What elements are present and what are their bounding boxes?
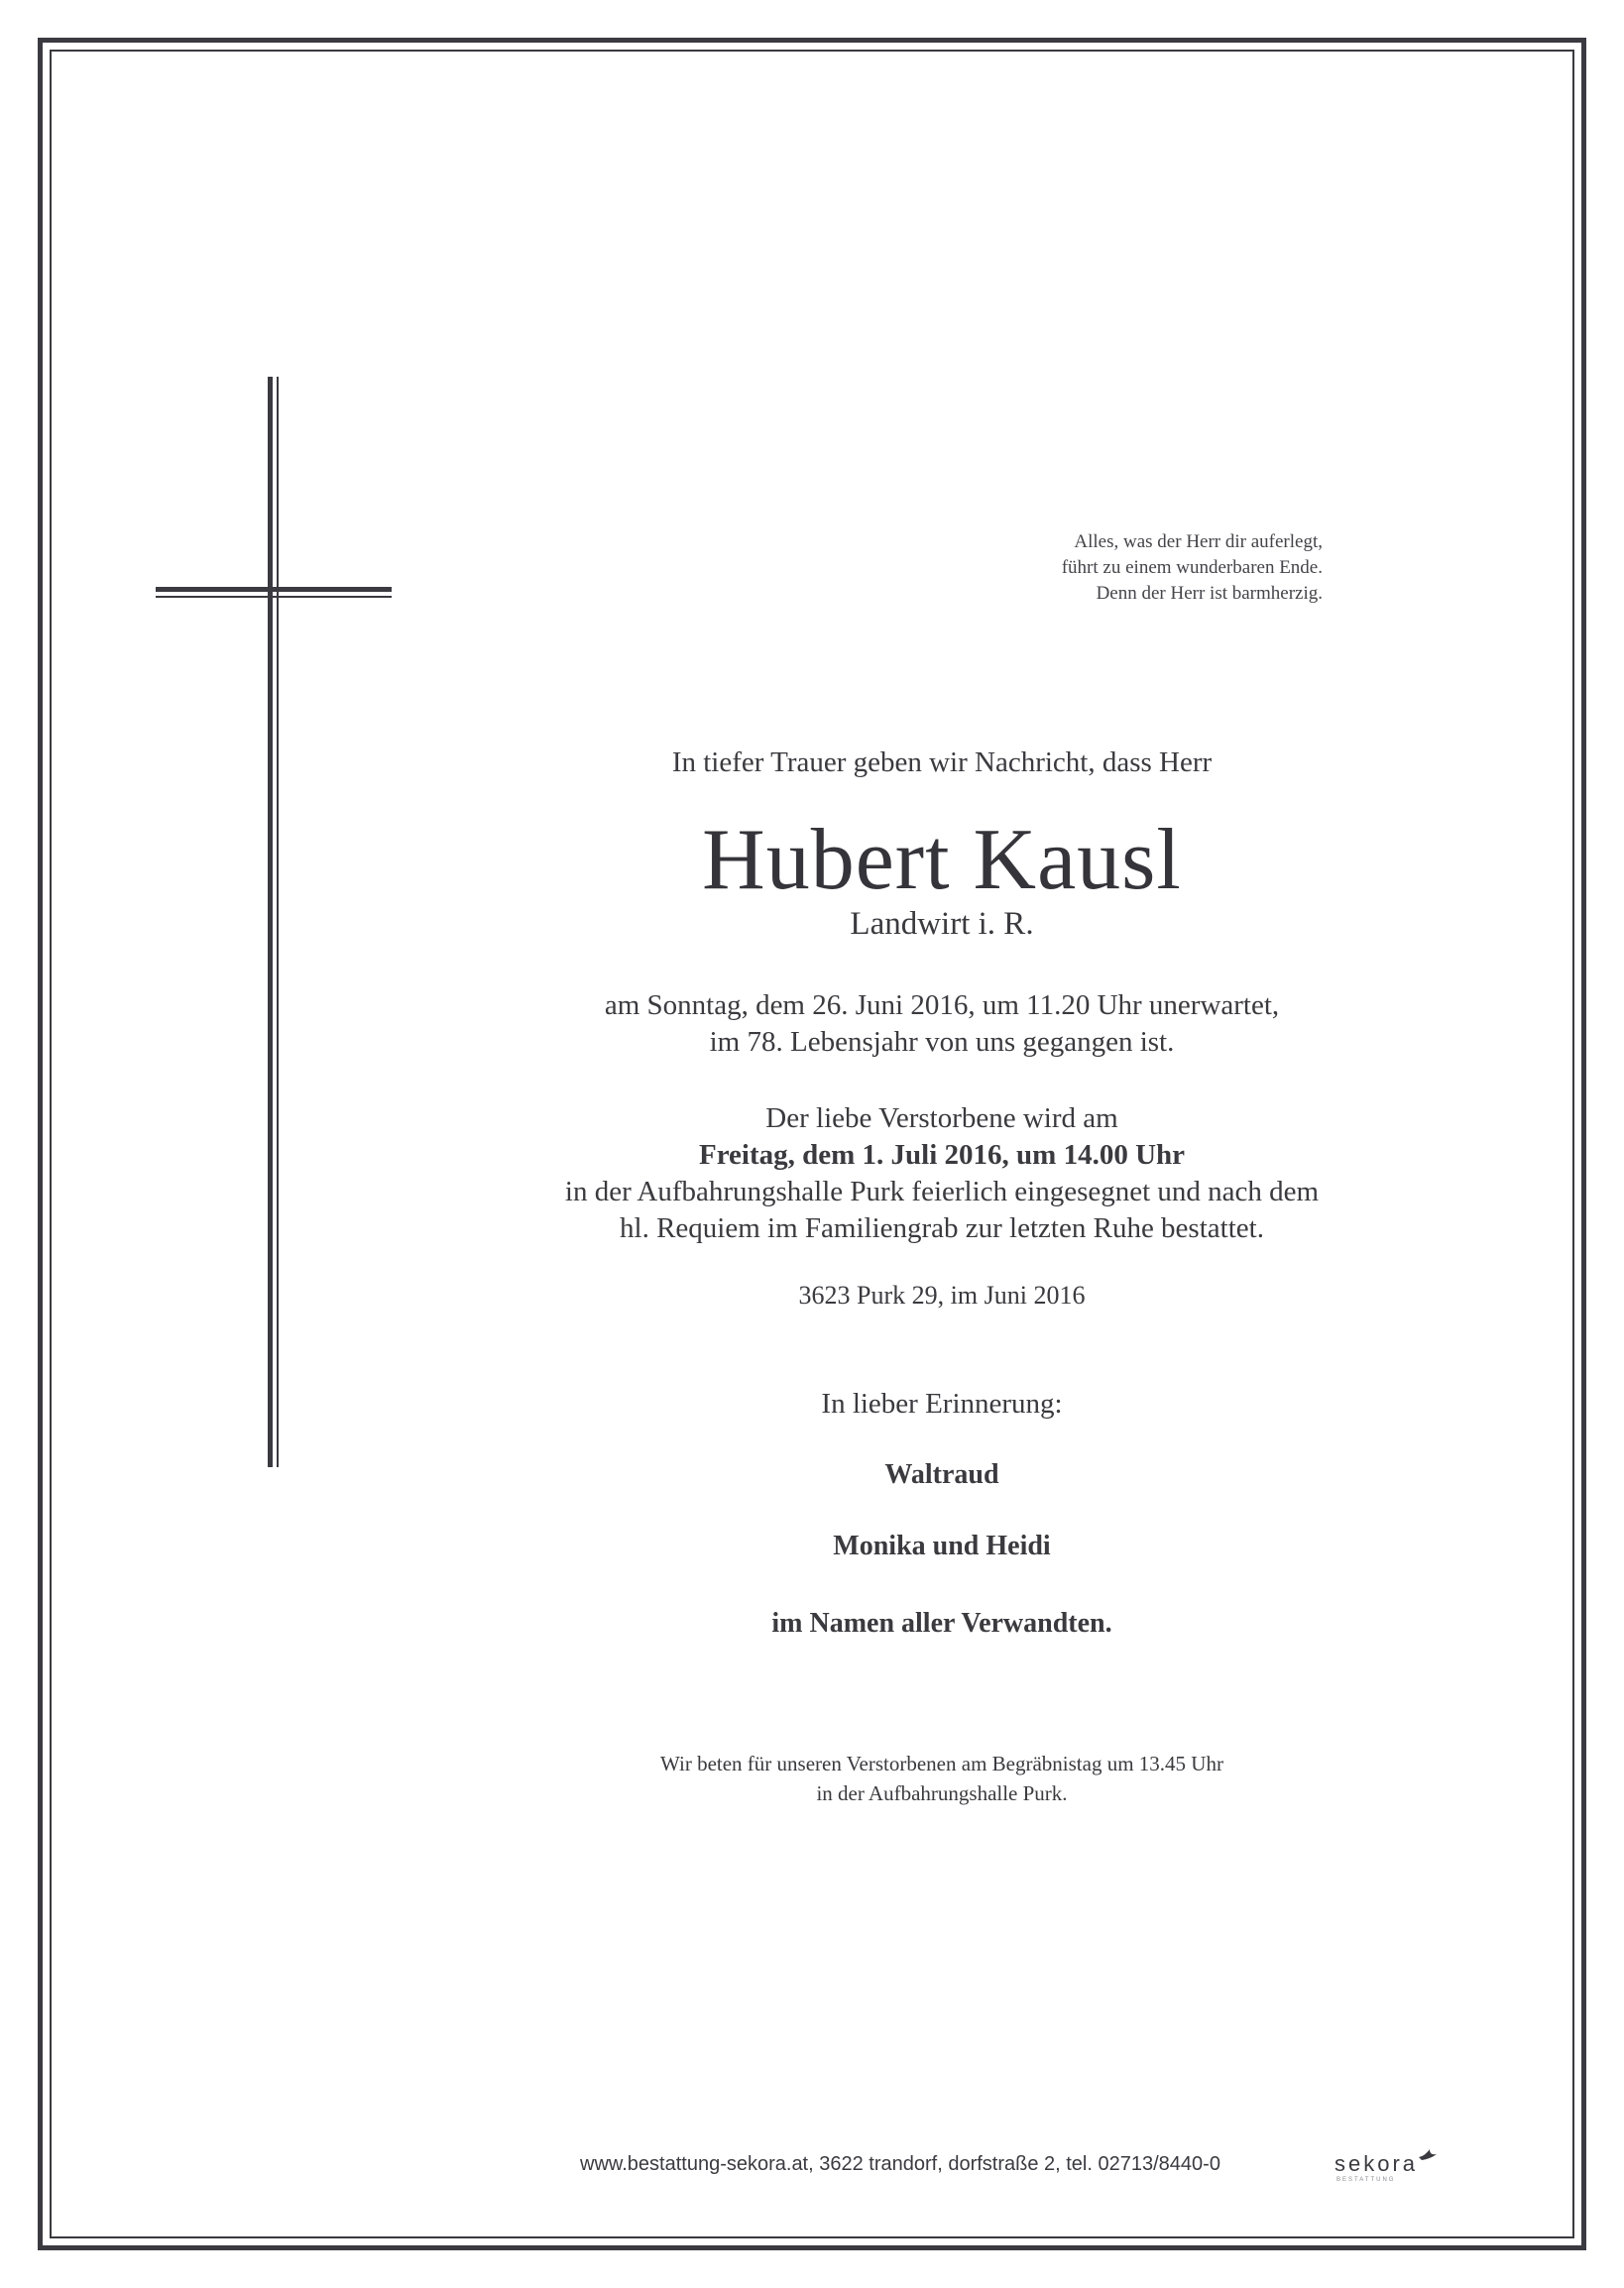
prayer-line: Wir beten für unseren Verstorbenen am Begräbnistag um 13.45 Uhr	[660, 1752, 1223, 1775]
funeral-service-details	[496, 1100, 1388, 1247]
deceased-name: Hubert Kausl	[702, 812, 1182, 908]
deceased-title: Landwirt i. R.	[850, 906, 1034, 942]
mourner-name: Monika und Heidi	[833, 1531, 1051, 1561]
service-line: in der Aufbahrungshalle Purk feierlich eingesegnet und nach dem	[564, 1176, 1320, 1207]
bible-verse-line: Alles, was der Herr dir auferlegt,	[1074, 531, 1323, 552]
logo-subtitle: BESTATTUNG	[1336, 2177, 1396, 2183]
funeral-home-contact: www.bestattung-sekora.at, 3622 trandorf, dorfstraße 2, tel. 02713/8440-0	[580, 2153, 1220, 2175]
bible-verse-line: Denn der Herr ist barmherzig.	[1096, 583, 1323, 604]
service-intro: Der liebe Verstorbene wird am	[765, 1102, 1118, 1134]
funeral-home-logo	[1334, 2147, 1434, 2187]
death-details-line: am Sonntag, dem 26. Juni 2016, um 11.20 Uhr unerwartet,	[604, 989, 1280, 1021]
death-details-line: im 78. Lebensjahr von uns gegangen ist.	[709, 1026, 1175, 1058]
prayer-line: in der Aufbahrungshalle Purk.	[816, 1781, 1068, 1805]
announcement-intro: In tiefer Trauer geben wir Nachricht, dass Herr	[671, 746, 1213, 778]
bible-verse	[1062, 529, 1323, 607]
bible-verse-line: führt zu einem wunderbaren Ende.	[1061, 557, 1323, 578]
logo-wordmark: sekora	[1334, 2151, 1419, 2176]
cross-vertical-beam	[268, 377, 282, 1467]
prayer-notice	[496, 1749, 1388, 1808]
memory-intro: In lieber Erinnerung:	[821, 1388, 1063, 1420]
mourner-name: Waltraud	[884, 1459, 999, 1490]
death-details	[496, 987, 1388, 1061]
place-and-date: 3623 Purk 29, im Juni 2016	[798, 1281, 1086, 1310]
service-date: Freitag, dem 1. Juli 2016, um 14.00 Uhr	[698, 1139, 1186, 1171]
mourner-name: im Namen aller Verwandten.	[771, 1608, 1112, 1639]
service-line: hl. Requiem im Familiengrab zur letzten Ruhe bestattet.	[620, 1212, 1264, 1244]
cross-horizontal-beam	[156, 587, 392, 601]
bird-icon	[1418, 2147, 1438, 2163]
